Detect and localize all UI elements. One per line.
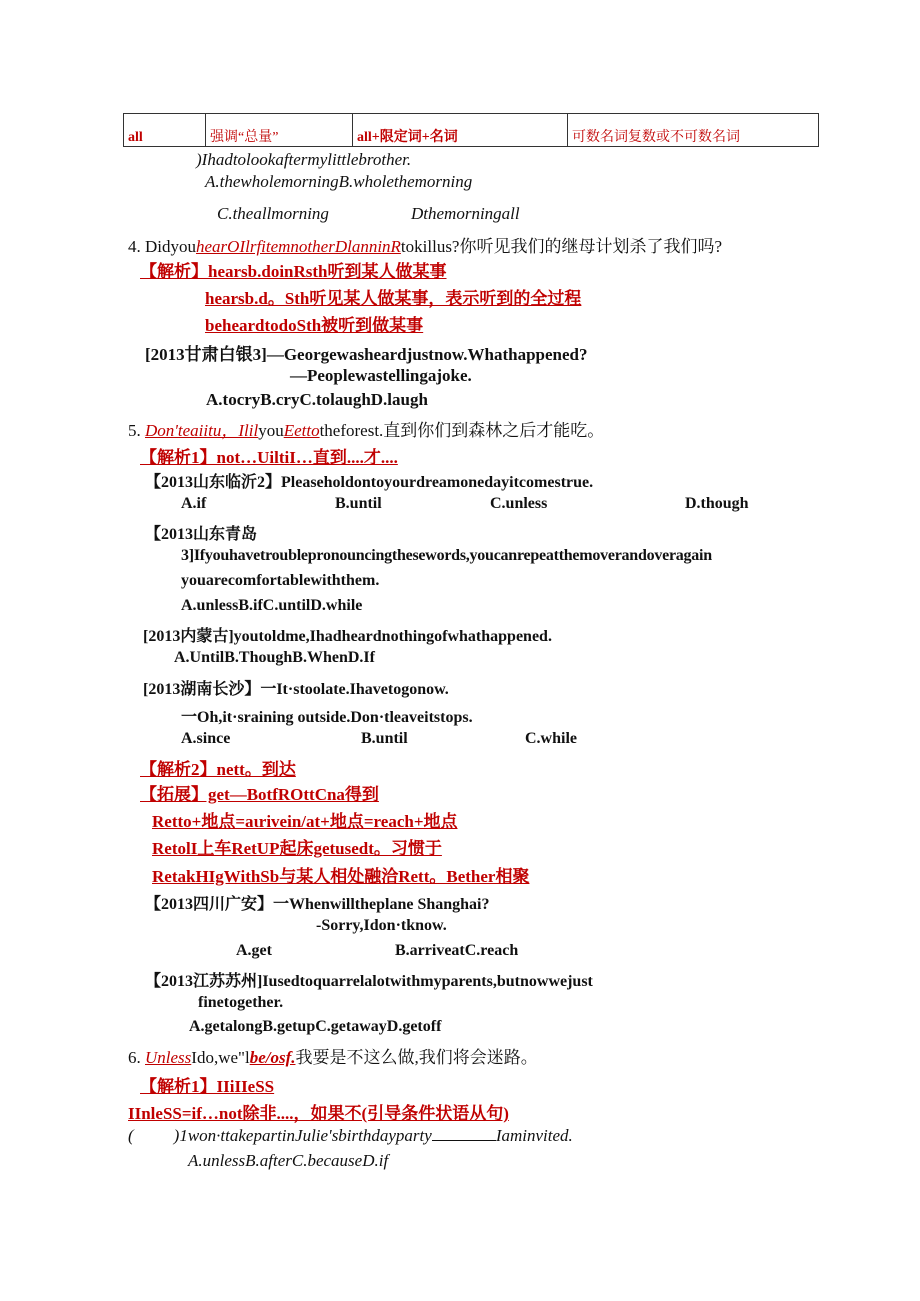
section-5-example-6-line-1: 【2013江苏苏州]Iusedtoquarrelalotwithmyparents,butnowwejust bbox=[145, 973, 593, 990]
section-4-post: tokillus?你听见我们的继母计划杀了我们吗? bbox=[400, 237, 723, 256]
section-4-example-options: A.tocryB.cryC.tolaughD.laugh bbox=[206, 390, 428, 409]
section-6-question-paren: ( bbox=[128, 1126, 134, 1145]
section-5-example-1-b: B.until bbox=[335, 495, 382, 512]
section-5-example-2-head: 【2013山东青岛 bbox=[145, 526, 258, 543]
section-5-example-2-line-1: 3]Ifyouhavetroublepronouncingthesewords,youcanrepeatthemoverandoveragain bbox=[181, 547, 712, 564]
section-4-highlight: hearOIlrfitemnotherDlanninR bbox=[196, 237, 401, 256]
section-5-example-5-line-1: 【2013四川广安】一Whenwilltheplane Shanghai? bbox=[145, 896, 490, 913]
section-4-sentence bbox=[128, 232, 722, 257]
section-5-example-4-a: A.since bbox=[181, 730, 231, 747]
section-5-highlight-1: Don'teaiitu，Ilil bbox=[145, 421, 259, 440]
section-6-number: 6. bbox=[128, 1048, 141, 1067]
section-5-example-5-bc: B.arriveatC.reach bbox=[395, 942, 519, 959]
section-6-mid: Ido,we"l bbox=[191, 1048, 250, 1067]
section-5-note-4: Retto+地点=aιrivein/at+地点=reach+地点 bbox=[152, 812, 458, 831]
section-6-question-options: A.unlessB.afterC.becauseD.if bbox=[188, 1151, 389, 1170]
section-4-note-1: 【解析】hearsb.doinRsth听到某人做某事 bbox=[140, 262, 447, 281]
section-6-highlight-2: be/osf. bbox=[249, 1048, 296, 1067]
table-cell-noun-type: 可数名词复数或不可数名词 bbox=[568, 114, 819, 147]
section-4-note-3: beheardtodoSth被听到做某事 bbox=[205, 316, 424, 335]
table-cell-structure: all+限定词+名词 bbox=[353, 114, 568, 147]
section-5-example-6-options: A.getalongB.getupC.getawayD.getoff bbox=[189, 1018, 442, 1035]
section-5-example-4-line-2: 一Oh,it·sraining outside.Don·tleaveitstops. bbox=[181, 709, 473, 726]
section-5-example-5-a: A.get bbox=[236, 942, 272, 959]
section-5-note-6: RetakHIgWithSb与某人相处融洽Rett。Bether相聚 bbox=[152, 867, 530, 886]
section-5-post: theforest.直到你们到森林之后才能吃。 bbox=[319, 421, 605, 440]
table-cell-all: all bbox=[124, 114, 206, 147]
section-5-example-4-line-1: [2013湖南长沙】一It·stoolate.Ihavetogonow. bbox=[143, 681, 449, 698]
section-5-example-4-b: B.until bbox=[361, 730, 408, 747]
section-5-example-1-a: A.if bbox=[181, 495, 207, 512]
section-5-example-3-options: A.UntilB.ThoughB.WhenD.If bbox=[174, 649, 375, 666]
section-5-example-1-d: D.though bbox=[685, 495, 749, 512]
section-5-example-1: 【2013山东临沂2】Pleaseholdontoyourdreamonedayitcomestrue. bbox=[145, 474, 594, 491]
q3-option-c: C.theallmorning bbox=[217, 204, 329, 223]
section-6-sentence bbox=[128, 1043, 538, 1068]
section-6-note-2: IInleSS=if…not除非....，如果不(引导条件状语从句) bbox=[128, 1104, 509, 1123]
section-5-example-2-line-2: youarecomfortablewiththem. bbox=[181, 572, 380, 589]
section-6-post: 我要是不这么做,我们将会迷路。 bbox=[295, 1048, 538, 1067]
section-5-example-2-options: A.unlessB.ifC.untilD.while bbox=[181, 597, 363, 614]
section-4-pre: Didyou bbox=[145, 237, 196, 256]
section-5-example-5-line-2: -Sorry,Idon·tknow. bbox=[316, 917, 447, 934]
section-5-note-2: 【解析2】nett。到达 bbox=[140, 760, 296, 779]
section-6-question-text: )1won·ttakepartinJulie'sbirthdayparty bbox=[173, 1126, 432, 1145]
q3-stem: )Ihadtolookaftermylittlebrother. bbox=[196, 150, 412, 169]
section-5-example-6-line-2: finetogether. bbox=[198, 994, 284, 1011]
section-4-example-line-2: —Peoplewastellingajoke. bbox=[290, 366, 472, 385]
section-5-example-4-c: C.while bbox=[525, 730, 577, 747]
section-5-note-5: RetolI上车RetUP起床getusedt。习惯于 bbox=[152, 839, 442, 858]
section-5-highlight-2: Eetto bbox=[283, 421, 320, 440]
section-5-example-3: [2013内蒙古]youtoldme,Ihadheardnothingofwhathappened. bbox=[143, 628, 552, 645]
section-6-question-end: Iaminvited. bbox=[495, 1126, 573, 1145]
section-6-note-1: 【解析1】IIiIIeSS bbox=[140, 1077, 275, 1096]
table-cell-meaning: 强调“总量” bbox=[206, 114, 353, 147]
section-4-number: 4. bbox=[128, 237, 141, 256]
section-4-note-2: hearsb.d。Sth听见某人做某事，表示听到的全过程 bbox=[205, 289, 582, 308]
section-6-highlight-1: Unless bbox=[145, 1048, 192, 1067]
grammar-table bbox=[123, 113, 819, 147]
answer-blank bbox=[432, 1126, 496, 1141]
section-6-question bbox=[128, 1126, 573, 1146]
section-5-number: 5. bbox=[128, 421, 141, 440]
q3-option-d: Dthemorningall bbox=[411, 204, 520, 223]
section-5-example-1-c: C.unless bbox=[490, 495, 548, 512]
section-5-sentence bbox=[128, 416, 604, 441]
section-5-note-1: 【解析1】not…UiltiI…直到....才.... bbox=[140, 448, 398, 467]
section-4-example-line-1: [2013甘肃白银3]—Georgewasheardjustnow.Whathappened? bbox=[145, 345, 588, 364]
section-5-note-3: 【拓展】get—BotfROttCna得到 bbox=[140, 785, 379, 804]
section-5-mid: you bbox=[258, 421, 284, 440]
q3-options-ab: A.thewholemorningB.wholethemorning bbox=[205, 172, 473, 191]
